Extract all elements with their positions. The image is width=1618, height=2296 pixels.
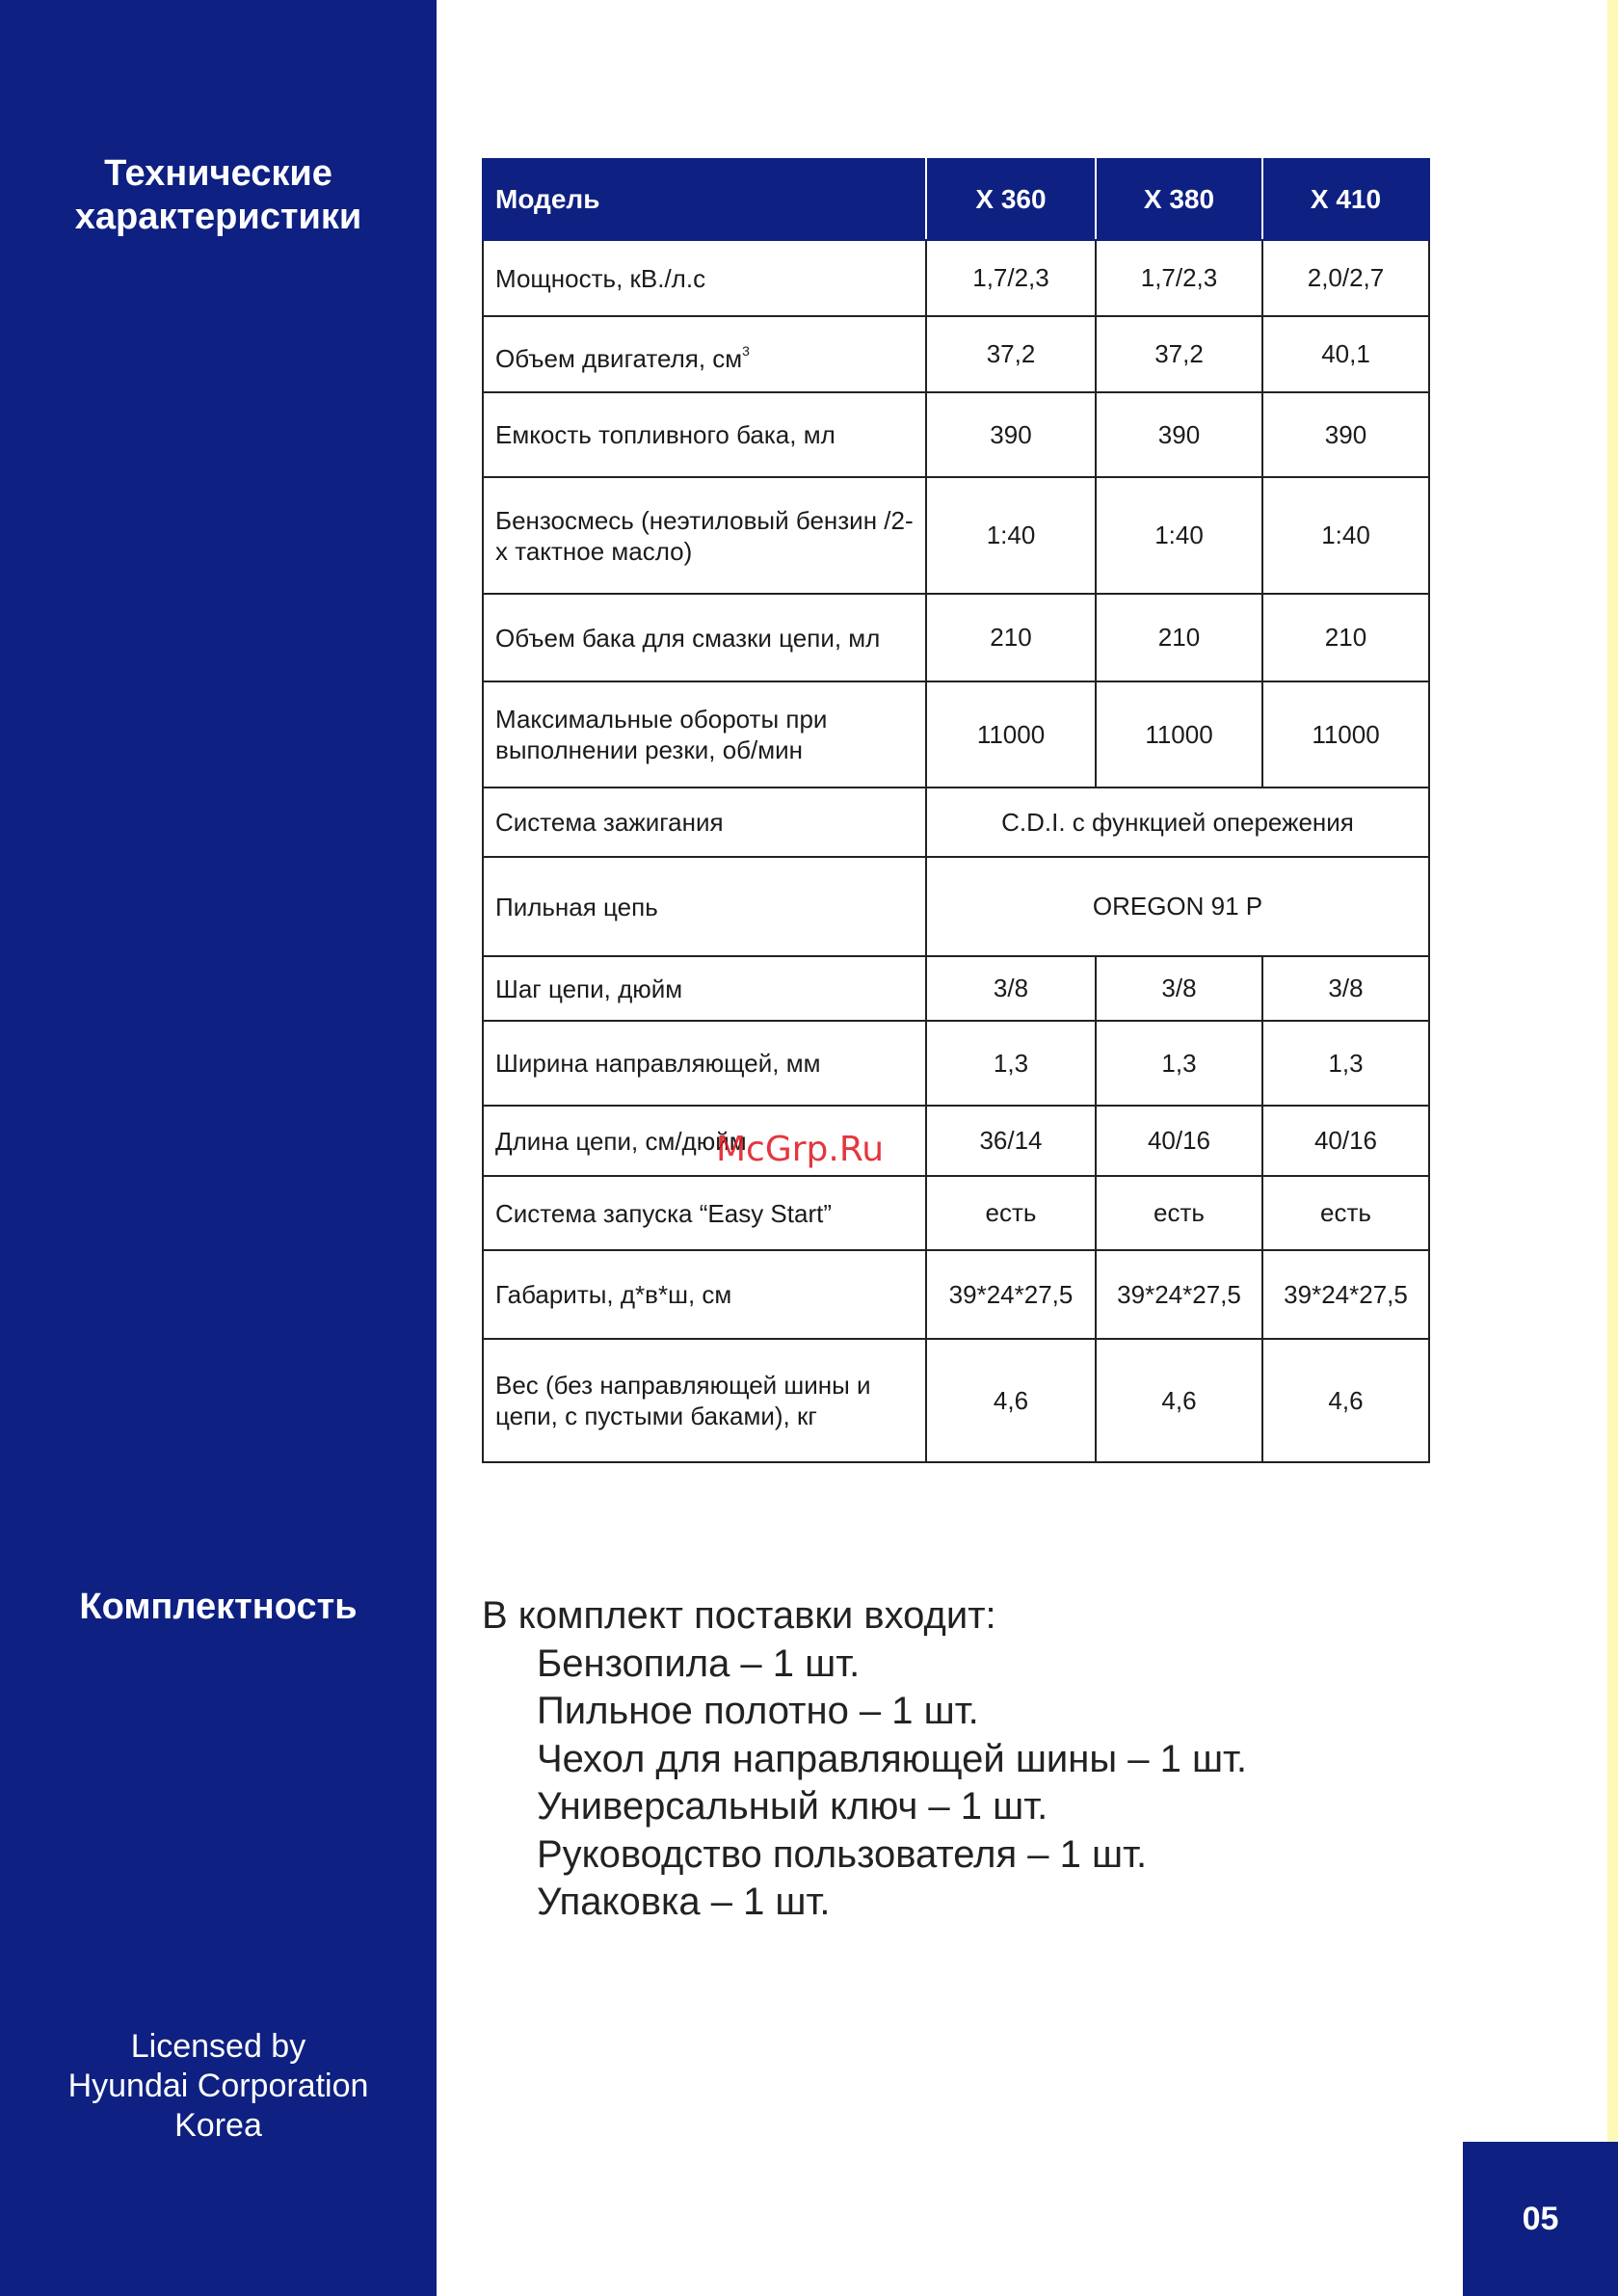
merged-cell-value: OREGON 91 P	[926, 857, 1429, 956]
license-text	[0, 2027, 437, 2146]
table-row	[483, 594, 1429, 681]
cell-value: 1,3	[1096, 1021, 1262, 1106]
table-header-row	[483, 159, 1429, 240]
row-label: Ширина направляющей, мм	[483, 1021, 926, 1106]
cell-value: 11000	[1262, 681, 1429, 788]
cell-value: 390	[926, 392, 1096, 477]
cell-value: 2,0/2,7	[1262, 240, 1429, 316]
license-line-3: Korea	[174, 2107, 262, 2144]
cell-value: 39*24*27,5	[1096, 1250, 1262, 1339]
table-row	[483, 1176, 1429, 1250]
row-label-text: Объем двигателя, см	[495, 343, 743, 373]
right-edge-stripe	[1607, 0, 1618, 2296]
list-item: Универсальный ключ – 1 шт.	[537, 1785, 1048, 1828]
cell-value: 37,2	[1096, 316, 1262, 392]
header-x410: X 410	[1262, 159, 1429, 240]
cell-value: есть	[1096, 1176, 1262, 1250]
cell-value: 40,1	[1262, 316, 1429, 392]
list-item: Пильное полотно – 1 шт.	[537, 1690, 979, 1732]
cell-value: есть	[1262, 1176, 1429, 1250]
row-label: Шаг цепи, дюйм	[483, 956, 926, 1021]
kit-heading	[0, 1586, 437, 1629]
table-row	[483, 1339, 1429, 1462]
table-row	[483, 477, 1429, 594]
cell-value: 390	[1096, 392, 1262, 477]
row-label: Максимальные обороты при выполнении резки, об/мин	[483, 681, 926, 788]
header-model: Модель	[483, 159, 926, 240]
cell-value: 1:40	[1262, 477, 1429, 594]
row-label: Объем бака для смазки цепи, мл	[483, 594, 926, 681]
license-line-1: Licensed by	[130, 2028, 306, 2065]
table-row	[483, 392, 1429, 477]
table-row	[483, 956, 1429, 1021]
kit-heading-text: Комплектность	[79, 1587, 358, 1627]
row-label: Система зажигания	[483, 788, 926, 857]
cell-value: 37,2	[926, 316, 1096, 392]
row-label: Емкость топливного бака, мл	[483, 392, 926, 477]
cell-value: 1,7/2,3	[926, 240, 1096, 316]
cell-value: 11000	[1096, 681, 1262, 788]
list-item: Упаковка – 1 шт.	[537, 1881, 831, 1923]
cell-value: 36/14	[926, 1106, 1096, 1176]
page-number: 05	[1522, 2200, 1559, 2237]
cell-value: 210	[1262, 594, 1429, 681]
cell-value: 4,6	[926, 1339, 1096, 1462]
cell-value: 39*24*27,5	[1262, 1250, 1429, 1339]
cell-value: 4,6	[1096, 1339, 1262, 1462]
cell-value: 210	[1096, 594, 1262, 681]
watermark-text: McGrp.Ru	[716, 1130, 885, 1169]
table-row	[483, 316, 1429, 392]
cell-value: 210	[926, 594, 1096, 681]
cell-value: 3/8	[1096, 956, 1262, 1021]
row-label: Вес (без направляющей шины и цепи, с пустыми баками), кг	[483, 1339, 926, 1462]
cell-value: 4,6	[1262, 1339, 1429, 1462]
cell-value: 1:40	[926, 477, 1096, 594]
cell-value: 1,7/2,3	[1096, 240, 1262, 316]
cell-value: 11000	[926, 681, 1096, 788]
kit-list	[482, 1641, 1247, 1927]
table-row	[483, 681, 1429, 788]
sidebar	[0, 0, 437, 2296]
specs-heading	[0, 152, 437, 239]
table-row	[483, 857, 1429, 956]
list-item: Руководство пользователя – 1 шт.	[537, 1832, 1148, 1876]
row-label: Бензосмесь (неэтиловый бензин /2-х тактное масло)	[483, 477, 926, 594]
header-x360: X 360	[926, 159, 1096, 240]
cell-value: 1,3	[1262, 1021, 1429, 1106]
cell-value: 39*24*27,5	[926, 1250, 1096, 1339]
specs-heading-line-2: характеристики	[74, 197, 362, 237]
list-item: Бензопила – 1 шт.	[537, 1642, 861, 1685]
cell-value: есть	[926, 1176, 1096, 1250]
header-x380: X 380	[1096, 159, 1262, 240]
table-row	[483, 240, 1429, 316]
table-row	[483, 1106, 1429, 1176]
merged-cell-value: C.D.I. с функцией опережения	[926, 788, 1429, 857]
row-label: Мощность, кВ./л.с	[483, 240, 926, 316]
table-row	[483, 1021, 1429, 1106]
cell-value: 40/16	[1262, 1106, 1429, 1176]
kit-contents	[482, 1592, 1247, 1927]
row-label: Длина цепи, см/дюйм	[483, 1106, 926, 1176]
cell-value: 1:40	[1096, 477, 1262, 594]
row-label: Пильная цепь	[483, 857, 926, 956]
cell-value: 3/8	[1262, 956, 1429, 1021]
row-label: Габариты, д*в*ш, см	[483, 1250, 926, 1339]
cell-value: 40/16	[1096, 1106, 1262, 1176]
kit-title: В комплект поставки входит:	[482, 1594, 996, 1637]
license-line-2: Hyundai Corporation	[67, 2068, 369, 2104]
table-row	[483, 1250, 1429, 1339]
row-label: Система запуска “Easy Start”	[483, 1176, 926, 1250]
table-row	[483, 788, 1429, 857]
cell-value: 3/8	[926, 956, 1096, 1021]
specs-heading-line-1: Технические	[104, 153, 332, 194]
specs-table	[482, 158, 1430, 1463]
row-label	[483, 316, 926, 392]
page-number-box	[1463, 2142, 1618, 2296]
list-item: Чехол для направляющей шины – 1 шт.	[537, 1737, 1248, 1780]
superscript: 3	[742, 342, 750, 359]
cell-value: 390	[1262, 392, 1429, 477]
cell-value: 1,3	[926, 1021, 1096, 1106]
